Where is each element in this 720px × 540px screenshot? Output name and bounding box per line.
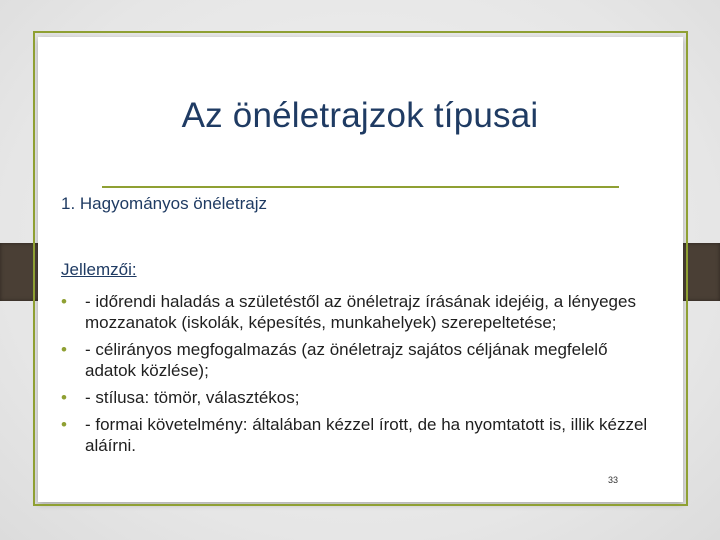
- bullet-text: - stílusa: tömör, választékos;: [85, 388, 300, 407]
- title-divider: [102, 186, 619, 188]
- bullet-item: [61, 414, 661, 456]
- section-label: Jellemzői:: [61, 260, 137, 279]
- slide-subtitle: 1. Hagyományos önéletrajz: [61, 194, 268, 213]
- page-number: 33: [608, 475, 619, 485]
- bullet-list: [61, 291, 661, 462]
- bullet-text: - időrendi haladás a születéstől az önéletrajz írásának idejéig, a lényeges mozzanatok (iskolák, képesítés, munkahelyek) szerepeltetése;: [85, 292, 636, 332]
- bullet-item: [61, 291, 661, 333]
- bullet-icon: •: [61, 415, 67, 434]
- slide-title: Az önéletrajzok típusai: [181, 96, 539, 135]
- bullet-text: - célirányos megfogalmazás (az önéletrajz sajátos céljának megfelelő adatok közlése);: [85, 340, 608, 380]
- bullet-item: [61, 339, 661, 381]
- bullet-item: [61, 387, 661, 408]
- bullet-icon: •: [61, 292, 67, 311]
- bullet-text: - formai követelmény: általában kézzel írott, de ha nyomtatott is, illik kézzel aláírni.: [85, 415, 648, 455]
- bullet-icon: •: [61, 388, 67, 407]
- bullet-icon: •: [61, 340, 67, 359]
